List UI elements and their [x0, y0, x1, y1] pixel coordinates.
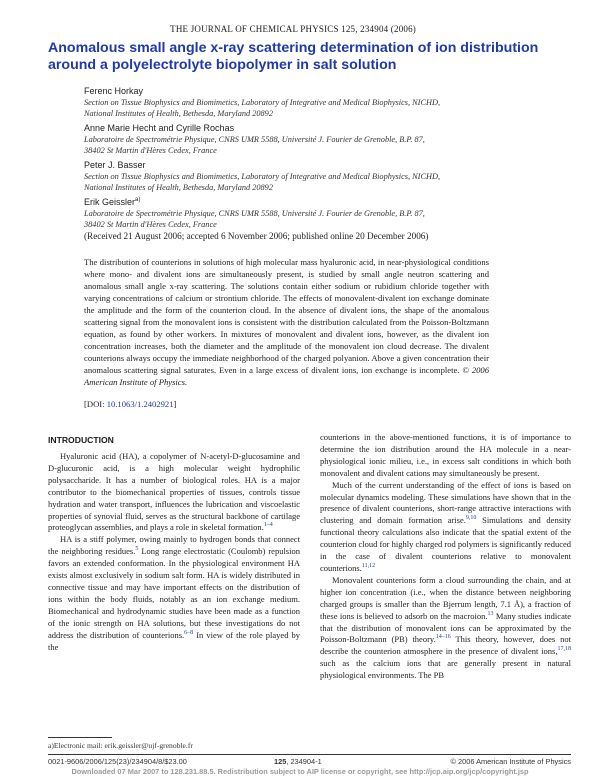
reference-link[interactable]: 11,12	[361, 563, 376, 570]
footer-copyright: © 2006 American Institute of Physics	[450, 757, 571, 766]
footer-page-number: 125, 234904-1	[274, 757, 322, 766]
paragraph: Monovalent counterions form a cloud surrounding the chain, and at higher ion concentration (i.e., when the distance between neighboring charged groups is smaller than the Bjerrum length, 7.1 Å), a fraction of these ions is believed to adsorb on the macroion.$^{13}$ Many studies indicate that the distribution of monovalent ions can be approximated by the Poisson-Boltzmann (PB) theory.$^{14-16}$ This theory, however, does not describe the counterion atmosphere in the presence of divalent ions,$^{17,18}$ such as the calcium ions that are generally present in natural physiological environments. The PB	[320, 574, 571, 681]
received-dates: (Received 21 August 2006; accepted 6 November 2006; published online 20 December 2006)	[84, 231, 429, 241]
author-footnote-marker[interactable]: a)	[135, 197, 141, 203]
author-name: Ferenc Horkay	[84, 86, 144, 96]
author-block	[84, 86, 564, 119]
download-notice: Downloaded 07 Mar 2007 to 128.231.88.5. Redistribution subject to AIP license or copyright, see http://jcp.aip.org/jcp/copyright.jsp	[71, 767, 529, 776]
paragraph: Hyaluronic acid (HA), a copolymer of N-acetyl-D-glucosamine and D-glucuronic acid, is a high molecular weight hydrophilic polysaccharide. It has a number of biological roles. HA is a major contributor to the biomechanical properties of tissues, controls tissue hydration and water transport, influences the lubrication and viscoelastic properties of synovial fluid, serves as the structural backbone of cartilage proteoglycan assemblies, and plays a role in skeletal formation.$^{1-4}$	[48, 451, 300, 533]
reference-link[interactable]: 17,18	[557, 646, 571, 653]
section-heading-introduction: INTRODUCTION	[48, 435, 114, 445]
author-affiliation: Laboratoire de Spectrométrie Physique, CNRS UMR 5588, Université J. Fourier de Grenoble, B.P. 87, 38402 St Martin d'Hères Cedex, France	[84, 135, 425, 155]
author-name: Erik Geissler$^{a)}$	[84, 197, 141, 207]
author-affiliation: Section on Tissue Biophysics and Biomimetics, Laboratory of Integrative and Medical Biophysics, NICHD, National Institutes of Health, Bethesda, Maryland 20892	[84, 98, 441, 118]
author-name: Anne Marie Hecht and Cyrille Rochas	[84, 123, 235, 133]
right-column	[320, 432, 571, 682]
running-head: THE JOURNAL OF CHEMICAL PHYSICS 125, 234904 (2006)	[170, 24, 416, 34]
author-affiliation: Section on Tissue Biophysics and Biomimetics, Laboratory of Integrative and Medical Biophysics, NICHD, National Institutes of Health, Bethesda, Maryland 20892	[84, 172, 441, 192]
author-list	[84, 86, 564, 234]
footer-issn: 0021-9606/2006/125(23)/234904/8/$23.00	[48, 757, 187, 766]
reference-link[interactable]: 1–4	[263, 522, 273, 529]
author-block	[84, 197, 564, 230]
reference-link[interactable]: 6–8	[184, 629, 194, 636]
footnote-email: a)Electronic mail: erik.geissler@ujf-grenoble.fr	[48, 741, 193, 750]
article-title: Anomalous small angle x-ray scattering determination of ion distribution around a polyelectrolyte biopolymer in salt solution	[48, 40, 539, 73]
doi-line: [DOI: 10.1063/1.2402921]	[84, 399, 177, 409]
abstract-copyright: © 2006 American Institute of Physics.	[84, 365, 490, 387]
abstract-text: The distribution of counterions in solutions of high molecular mass hyaluronic acid, in near-physiological conditions where mono- and divalent ions are simultaneously present, is studied by small angle neutron scattering and anomalous small angle x-ray scattering. The solutions contain either sodium or rubidium chloride together with varying concentrations of calcium or strontium chloride. The effects of monovalent-divalent ion exchange dominate the amplitude and the form of the counterion cloud. In the absence of divalent ions, the shape of the anomalous scattering signal from the monovalent ions is consistent with the distribution calculated from the Poisson-Boltzmann equation, as found by other workers. In mixtures of monovalent and divalent ions, however, as the divalent ion concentration increases, both the diameter and the amplitude of the monovalent ion cloud decrease. The divalent counterions always occupy the immediate neighborhood of the charged polyanion. Above a given concentration their anomalous scattering signal saturates. Even in a large excess of divalent ions, ion exchange is incomplete.	[84, 257, 489, 375]
footnote-divider	[48, 737, 112, 738]
author-block	[84, 123, 564, 156]
doi-link[interactable]: 10.1063/1.2402921	[106, 399, 174, 409]
paragraph: HA is a stiff polymer, owing mainly to hydrogen bonds that connect the neighboring residues.$^5$ Long range electrostatic (Coulomb) repulsion favors an extended conformation. In the physiological environment HA exists almost exclusively in sodium salt form. HA is widely distributed in connective tissue and may have important effects on the distribution of ions within the body fluids, notably as an ion exchange medium. Biomechanical and hydrodynamic studies have been made as a function of the ionic strength on HA solutions, but these investigations do not address the distribution of counterions.$^{6-8}$ In view of the role played by the	[48, 534, 300, 652]
footer-divider	[48, 754, 571, 755]
author-block	[84, 160, 564, 193]
reference-link[interactable]: 13	[487, 610, 494, 617]
author-affiliation: Laboratoire de Spectrométrie Physique, CNRS UMR 5588, Université J. Fourier de Grenoble, B.P. 87, 38402 St Martin d'Hères Cedex, France	[84, 209, 425, 229]
paragraph: Much of the current understanding of the effect of ions is based on molecular dynamics modeling. These simulations have shown that in the presence of divalent counterions, short-range attractive interactions with clustering and domain formation arise.$^{9,10}$ Simulations and density functional theory calculations also indicate that the spatial extent of the counterion cloud for highly charged rod polymers is significantly reduced in the case of divalent counterions relative to monovalent counterions.$^{11,12}$	[320, 479, 571, 573]
reference-link[interactable]: 9,10	[465, 515, 477, 522]
author-name: Peter J. Basser	[84, 160, 146, 170]
reference-link[interactable]: 5	[135, 546, 139, 553]
paragraph: counterions in the above-mentioned functions, it is of importance to determine the ion distribution around the HA molecule in a near-physiological ionic milieu, i.e., in excess salt conditions in which both monovalent and divalent cations may simultaneously be present.	[320, 432, 571, 478]
abstract	[84, 256, 489, 388]
reference-link[interactable]: 14–16	[435, 634, 451, 641]
left-column	[48, 451, 300, 653]
